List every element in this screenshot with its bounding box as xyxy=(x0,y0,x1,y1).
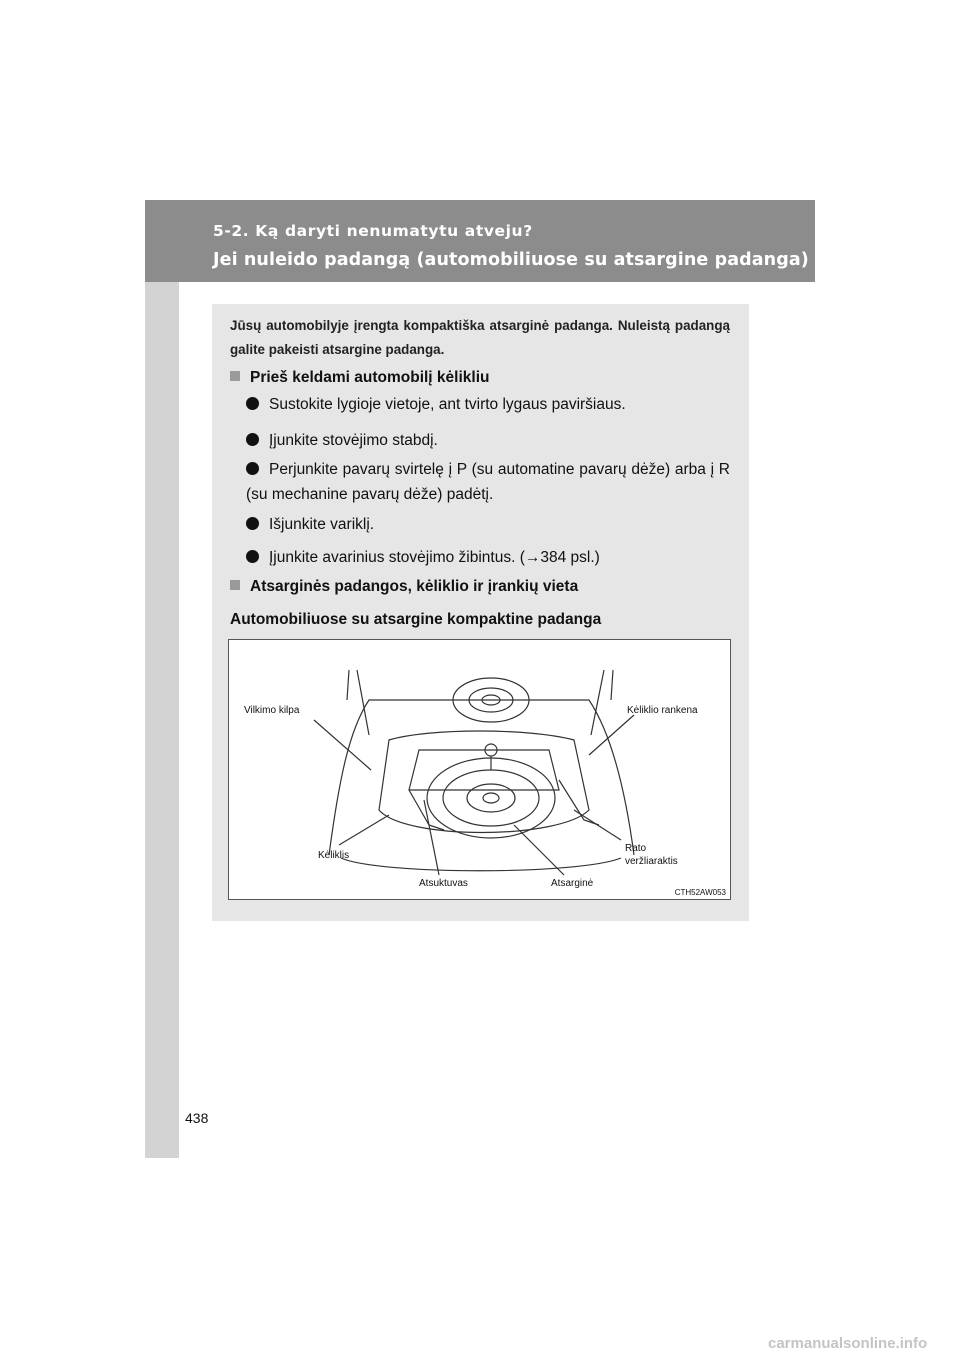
bullet-item xyxy=(246,392,730,417)
page-number: 438 xyxy=(185,1110,209,1126)
heading-location xyxy=(230,578,578,596)
label-screwdriver: Atsuktuvas xyxy=(419,878,468,889)
bullet-dot-icon xyxy=(246,433,259,446)
heading-text: Atsarginės padangos, kėliklio ir įrankių vieta xyxy=(250,578,579,595)
label-spare: Atsarginė xyxy=(551,878,594,889)
bullet-text: Perjunkite pavarų svirtelę į P (su automatine pavarų dėže) arba į R (su mechanine pavarų dėže) padėtį. xyxy=(246,461,730,503)
intro-text: Jūsų automobilyje įrengta kompaktiška atsarginė padanga. Nuleistą padangą galite pakeisti atsargine padanga. xyxy=(230,318,730,357)
label-towing-eye: Vilkimo kilpa xyxy=(244,705,300,716)
label-jack: Kėliklis xyxy=(318,850,350,861)
bullet-item xyxy=(246,428,730,453)
watermark: carmanualsonline.info xyxy=(768,1335,928,1352)
page-title: Jei nuleido padangą (automobiliuose su atsargine padanga) xyxy=(213,250,809,270)
heading-text: Prieš keldami automobilį kėlikliu xyxy=(250,369,490,386)
bullet-text: Išjunkite variklį. xyxy=(269,516,375,533)
bullet-item xyxy=(246,545,730,570)
square-bullet-icon xyxy=(230,580,240,590)
subheading: Automobiliuose su atsargine kompaktine padanga xyxy=(230,611,602,628)
label-wheel-wrench-1: Rato xyxy=(625,843,647,854)
bullet-item xyxy=(246,457,730,507)
bullet-item xyxy=(246,512,730,537)
bullet-dot-icon xyxy=(246,397,259,410)
heading-before-lifting xyxy=(230,369,489,387)
label-wheel-wrench-2: veržliaraktis xyxy=(625,856,678,867)
bullet-dot-icon xyxy=(246,517,259,530)
trunk-illustration xyxy=(228,639,731,900)
bullet-text: Įjunkite stovėjimo stabdį. xyxy=(269,432,438,449)
side-strip xyxy=(145,200,179,1158)
bullet-text: Sustokite lygioje vietoje, ant tvirto lygaus paviršiaus. xyxy=(269,396,626,413)
bullet-text: Įjunkite avarinius stovėjimo žibintus. (→384 psl.) xyxy=(269,549,600,566)
square-bullet-icon xyxy=(230,371,240,381)
bullet-dot-icon xyxy=(246,462,259,475)
section-title: 5-2. Ką daryti nenumatytu atveju? xyxy=(213,222,533,240)
label-jack-handle: Kėliklio rankena xyxy=(627,705,698,716)
figure-code: CTH52AW053 xyxy=(674,888,726,897)
bullet-dot-icon xyxy=(246,550,259,563)
